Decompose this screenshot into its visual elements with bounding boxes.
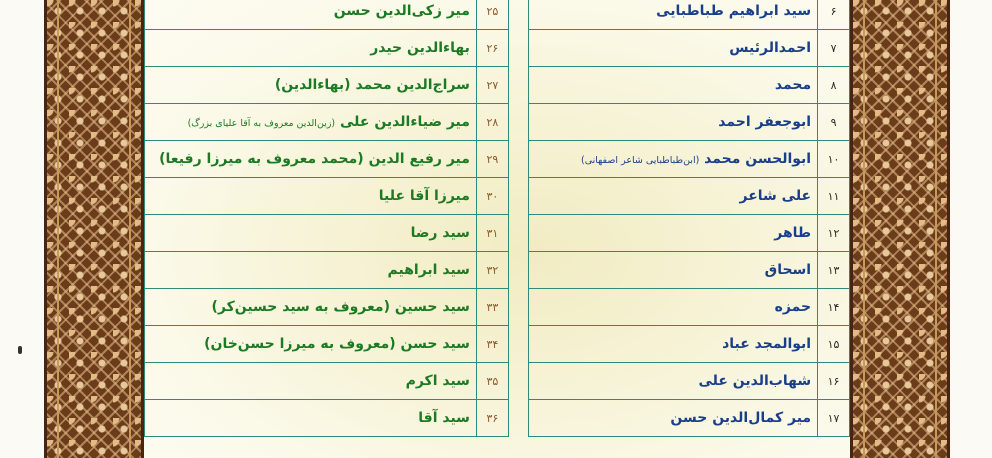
table-row: [145, 141, 850, 178]
table-row: [145, 104, 850, 141]
ancestor-name-right: [528, 215, 817, 252]
name-text: میرزا آقا علیا: [378, 188, 470, 204]
ornamental-border-left: [44, 0, 144, 458]
name-text: میر رفیع الدین (محمد معروف به میرزا رفیعا): [159, 151, 470, 167]
name-text: محمد: [774, 77, 812, 93]
ancestor-name-left: [145, 0, 477, 30]
row-number-left: ۳۱: [476, 215, 508, 252]
name-text: ابوالمجد عباد: [722, 336, 812, 352]
name-text: حمزه: [774, 299, 812, 315]
ink-mark: [18, 346, 22, 354]
row-number-right: ۱۲: [818, 215, 850, 252]
column-gap: [508, 363, 528, 400]
row-number-right: ۱۷: [818, 400, 850, 437]
ancestor-name-left: [145, 400, 477, 437]
column-gap: [508, 67, 528, 104]
ancestor-name-right: [528, 0, 817, 30]
ancestor-name-right: [528, 289, 817, 326]
table-row: [145, 67, 850, 104]
row-number-right: ۱۵: [818, 326, 850, 363]
row-number-right: ۶: [818, 0, 850, 30]
column-gap: [508, 104, 528, 141]
ancestor-name-right: [528, 141, 817, 178]
ancestor-name-left: [145, 178, 477, 215]
table-row: [145, 30, 850, 67]
column-gap: [508, 0, 528, 30]
column-gap: [508, 289, 528, 326]
name-text: سید حسن (معروف به میرزا حسن‌خان): [204, 336, 470, 352]
genealogy-table-area: [144, 0, 850, 458]
row-number-left: ۳۲: [476, 252, 508, 289]
ancestor-name-left: [145, 252, 477, 289]
table-row: [145, 178, 850, 215]
name-text: سید حسین (معروف به سید حسین‌کر): [211, 299, 470, 315]
column-gap: [508, 252, 528, 289]
ancestor-name-right: [528, 326, 817, 363]
name-text: ابوالحسن محمد: [704, 151, 812, 167]
row-number-right: ۱۱: [818, 178, 850, 215]
name-text: میر زکی‌الدین حسن: [333, 3, 470, 19]
name-text: سید رضا: [410, 225, 470, 241]
ancestor-name-right: [528, 400, 817, 437]
name-text: سید آقا: [418, 410, 470, 426]
ancestor-name-left: [145, 326, 477, 363]
row-number-left: ۲۵: [476, 0, 508, 30]
row-number-left: ۳۰: [476, 178, 508, 215]
name-text: احمدالرئیس: [729, 40, 812, 56]
table-row: [145, 400, 850, 437]
name-text: ابوجعفر احمد: [718, 114, 812, 130]
ancestor-name-right: [528, 252, 817, 289]
name-text: طاهر: [774, 225, 812, 241]
column-gap: [508, 141, 528, 178]
name-text: سید ابراهیم: [387, 262, 470, 278]
ancestor-name-left: [145, 215, 477, 252]
ancestor-name-right: [528, 30, 817, 67]
table-row: [145, 215, 850, 252]
column-gap: [508, 400, 528, 437]
row-number-right: ۱۰: [818, 141, 850, 178]
name-note: (زین‌الدین معروف به آقا علیای بزرگ): [187, 118, 336, 129]
row-number-left: ۳۵: [476, 363, 508, 400]
row-number-right: ۹: [818, 104, 850, 141]
ancestor-name-right: [528, 67, 817, 104]
ancestor-name-left: [145, 363, 477, 400]
row-number-left: ۲۷: [476, 67, 508, 104]
row-number-left: ۲۸: [476, 104, 508, 141]
row-number-right: ۷: [818, 30, 850, 67]
name-text: میر ضیاءالدین علی: [340, 114, 470, 130]
ancestor-name-left: [145, 141, 477, 178]
name-text: سید ابراهیم طباطبایی: [656, 3, 812, 19]
row-number-right: ۱۶: [818, 363, 850, 400]
row-number-right: ۱۳: [818, 252, 850, 289]
table-row: [145, 326, 850, 363]
row-number-left: ۳۶: [476, 400, 508, 437]
row-number-left: ۲۶: [476, 30, 508, 67]
page-margin-left: [0, 0, 44, 458]
ancestor-name-left: [145, 104, 477, 141]
ancestor-name-left: [145, 289, 477, 326]
row-number-right: ۱۴: [818, 289, 850, 326]
column-gap: [508, 215, 528, 252]
column-gap: [508, 178, 528, 215]
genealogy-table: [144, 0, 850, 437]
table-row: [145, 289, 850, 326]
row-number-left: ۳۴: [476, 326, 508, 363]
table-row: [145, 0, 850, 30]
name-text: سید اکرم: [405, 373, 470, 389]
name-note: (ابن‌طباطبایی شاعر اصفهانی): [581, 155, 700, 166]
page-margin-right: [948, 0, 992, 458]
name-text: علی شاعر: [739, 188, 812, 204]
name-text: بهاءالدین حیدر: [370, 40, 470, 56]
row-number-right: ۸: [818, 67, 850, 104]
ancestor-name-right: [528, 178, 817, 215]
ornamental-border-right: [850, 0, 950, 458]
name-text: شهاب‌الدین علی: [698, 373, 812, 389]
ancestor-name-left: [145, 30, 477, 67]
ancestor-name-right: [528, 104, 817, 141]
ancestor-name-right: [528, 363, 817, 400]
column-gap: [508, 30, 528, 67]
row-number-left: ۳۳: [476, 289, 508, 326]
ancestor-name-left: [145, 67, 477, 104]
row-number-left: ۲۹: [476, 141, 508, 178]
name-text: اسحاق: [764, 262, 812, 278]
table-row: [145, 252, 850, 289]
column-gap: [508, 326, 528, 363]
name-text: سراج‌الدین محمد (بهاءالدین): [274, 77, 470, 93]
name-text: میر کمال‌الدین حسن: [670, 410, 812, 426]
table-row: [145, 363, 850, 400]
